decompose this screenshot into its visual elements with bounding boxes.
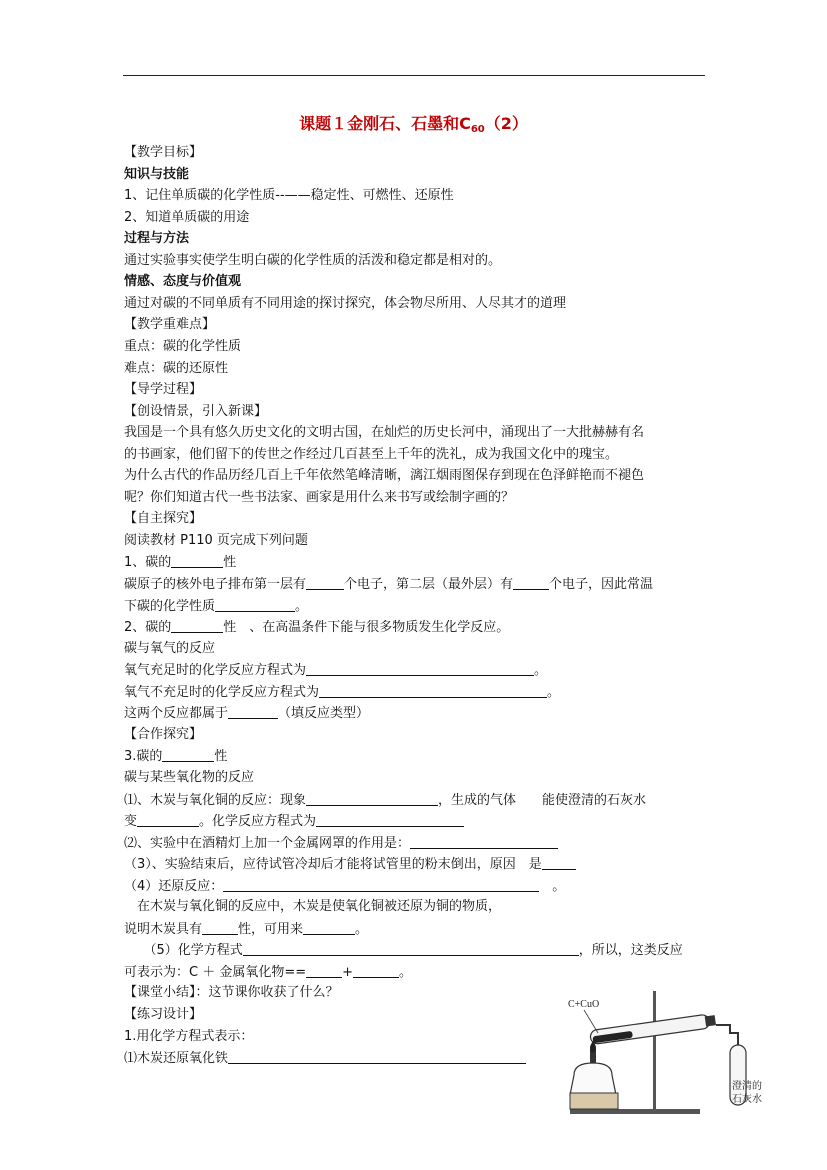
line-text-after: 性 [214, 749, 228, 765]
fill-in-blank[interactable] [171, 618, 223, 633]
line-text-after: + [342, 964, 354, 980]
line-text: 碳与某些氧化物的反应 [124, 769, 255, 785]
text-line [124, 791, 646, 810]
fill-in-blank[interactable] [306, 661, 534, 676]
text-line [124, 252, 501, 270]
text-line [124, 295, 566, 313]
line-text: 【课堂小结】：这节课你收获了什么？ [124, 985, 339, 1001]
line-text: 在木炭与氧化铜的反应中，木炭是使氧化铜被还原为铜的物质， [124, 899, 502, 915]
line-text: （4）还原反应： [124, 878, 224, 894]
title-subscript: 60 [470, 124, 485, 135]
text-line [124, 316, 215, 334]
text-line [124, 726, 202, 744]
fill-in-blank[interactable] [228, 1049, 526, 1064]
fill-in-blank[interactable] [306, 963, 342, 978]
text-line [124, 187, 454, 205]
line-text-after2: 个电子，因此常温 [549, 577, 654, 592]
line-text: 的书画家，他们留下的传世之作经过几百甚至上千年的洗礼，成为我国文化中的瑰宝。 [124, 446, 619, 462]
line-text: 可表示为：C ＋ 金属氧化物== [124, 964, 307, 980]
line-text: ⑴木炭还原氧化铁 [124, 1051, 229, 1067]
text-line [124, 424, 644, 442]
label-limewater-1: 澄清的 [732, 1081, 762, 1092]
text-line [124, 640, 215, 658]
line-text-after: 性，可用来 [238, 921, 304, 937]
text-line [124, 963, 412, 982]
test-tube [590, 1013, 717, 1044]
fill-in-blank[interactable] [171, 553, 223, 568]
line-text: 重点：碳的化学性质 [124, 338, 242, 354]
line-text: 为什么古代的作品历经几百上千年依然笔峰清晰，漓江烟雨图保存到现在色泽鲜艳而不褪色 [124, 468, 645, 484]
title-main: 课题１金刚石、石墨和C [299, 114, 471, 133]
line-text: 阅读教材 P110 页完成下列问题 [124, 532, 308, 548]
line-text: 【教学目标】 [124, 145, 203, 160]
line-text: （3）、实验结束后，应待试管冷却后才能将试管里的粉末倒出，原因 是 [124, 857, 542, 873]
line-text-after: ，生成的气体 能使澄清的石灰水 [438, 792, 647, 808]
line-text: 【创设情景，引入新课】 [124, 403, 268, 419]
line-text: 2、碳的 [124, 620, 172, 636]
text-line [124, 553, 236, 572]
text-line [124, 683, 560, 702]
label-limewater-2: 石灰水 [732, 1094, 762, 1105]
fill-in-blank[interactable] [542, 855, 576, 870]
text-line [124, 618, 509, 637]
line-text: 难点：碳的还原性 [124, 360, 229, 376]
fill-in-blank[interactable] [306, 575, 344, 590]
fill-in-blank[interactable] [137, 812, 199, 827]
fill-in-blank[interactable] [215, 597, 295, 612]
text-line [124, 230, 189, 248]
fill-in-blank[interactable] [513, 575, 549, 590]
line-text-after: （填反应类型） [278, 706, 370, 722]
text-line [124, 920, 368, 939]
line-text: 变 [124, 814, 138, 830]
line-text: 碳原子的核外电子排布第一层有 [124, 577, 307, 592]
text-line [124, 1028, 253, 1046]
text-line [124, 747, 227, 766]
page-title [0, 114, 827, 140]
text-line [124, 597, 308, 616]
text-line [124, 661, 547, 680]
fill-in-blank[interactable] [353, 963, 399, 978]
line-text: 【导学过程】 [124, 382, 203, 398]
text-line [124, 273, 241, 291]
line-text: 通过对碳的不同单质有不同用途的探讨探究，体会物尽所用、人尽其才的道理 [124, 295, 567, 311]
text-line [124, 403, 267, 421]
line-text: 情感、态度与价值观 [124, 274, 242, 290]
label-reactants: C+CuO [568, 999, 600, 1010]
line-text: 说明木炭具有 [124, 921, 203, 937]
title-tail: （2） [484, 114, 528, 133]
line-text-after: 。 [534, 663, 548, 679]
header-rule [123, 75, 705, 76]
text-line [124, 144, 202, 162]
line-text: 2、知道单质碳的用途 [124, 209, 250, 225]
line-text: 3.碳的 [124, 749, 163, 765]
fill-in-blank[interactable] [223, 877, 539, 892]
line-text: 【教学重难点】 [124, 317, 216, 333]
line-text: 氧气不充足时的化学反应方程式为 [124, 684, 320, 700]
fill-in-blank[interactable] [162, 747, 214, 762]
line-text: 氧气充足时的化学反应方程式为 [124, 663, 307, 679]
fill-in-blank[interactable] [202, 920, 238, 935]
text-line [124, 704, 369, 723]
text-line [124, 446, 618, 464]
text-line [124, 769, 254, 787]
line-text-after: ，所以，这类反应 [578, 943, 683, 959]
line-text: 【合作探究】 [124, 726, 203, 742]
line-text: 【练习设计】 [124, 1007, 203, 1022]
text-line [124, 812, 464, 831]
line-text: 过程与方法 [124, 231, 190, 247]
line-text-after: 。 [547, 684, 561, 700]
spirit-lamp [570, 1041, 616, 1095]
line-text: ⑴、木炭与氧化铜的反应：现象 [124, 792, 307, 808]
line-text-after: 性 [223, 555, 237, 571]
line-text: （5）化学方程式 [124, 943, 243, 959]
line-text: 1、碳的 [124, 555, 172, 571]
text-line [124, 898, 501, 916]
line-text-after: 。 [295, 598, 309, 614]
wooden-block [570, 1093, 618, 1109]
text-line [124, 1006, 202, 1024]
fill-in-blank[interactable] [319, 683, 547, 698]
text-line [124, 532, 308, 550]
line-text: ⑵、实验中在酒精灯上加一个金属网罩的作用是： [124, 835, 411, 851]
text-line [124, 360, 228, 378]
text-line [124, 166, 189, 184]
text-line [124, 1049, 526, 1068]
line-text: 碳与氧气的反应 [124, 640, 216, 656]
line-text: 我国是一个具有悠久历史文化的文明古国，在灿烂的历史长河中，涌现出了一大批赫赫有名 [124, 425, 645, 441]
text-line [124, 877, 565, 896]
line-text-after: 。化学反应方程式为 [199, 814, 317, 830]
text-line [124, 467, 644, 485]
line-text: 1.用化学方程式表示： [124, 1028, 254, 1044]
line-text: 下碳的化学性质 [124, 598, 216, 614]
apparatus-figure [560, 985, 780, 1120]
line-text: 1、记住单质碳的化学性质--——稳定性、可燃性、还原性 [124, 188, 454, 204]
fill-in-blank[interactable] [228, 704, 278, 719]
line-text-after: 。 [539, 878, 566, 894]
text-line [124, 381, 202, 399]
text-line [124, 834, 558, 853]
text-line [124, 510, 202, 528]
line-text-after: 个电子，第二层（最外层）有 [344, 577, 514, 592]
fill-in-blank[interactable] [410, 834, 558, 849]
fill-in-blank[interactable] [303, 920, 355, 935]
text-line [124, 338, 241, 356]
fill-in-blank[interactable] [316, 812, 464, 827]
fill-in-blank[interactable] [243, 941, 579, 956]
line-text-after: 性 、在高温条件下能与很多物质发生化学反应。 [223, 620, 510, 636]
text-line [124, 489, 514, 507]
line-text: 通过实验事实使学生明白碳的化学性质的活泼和稳定都是相对的。 [124, 252, 502, 268]
stand-rod [653, 991, 656, 1111]
text-line [124, 575, 653, 594]
line-text: 呢？你们知道古代一些书法家、画家是用什么来书写或绘制字画的？ [124, 489, 515, 505]
text-line [124, 984, 339, 1002]
line-text: 这两个反应都属于 [124, 706, 229, 722]
text-line [124, 941, 683, 960]
line-text: 知识与技能 [124, 166, 190, 182]
stand-base [570, 1109, 700, 1114]
line-text-after2: 。 [399, 964, 413, 980]
line-text-after2: 。 [355, 921, 369, 937]
text-line [124, 209, 249, 227]
line-text: 【自主探究】 [124, 511, 203, 527]
fill-in-blank[interactable] [306, 791, 438, 806]
text-line [124, 855, 576, 874]
